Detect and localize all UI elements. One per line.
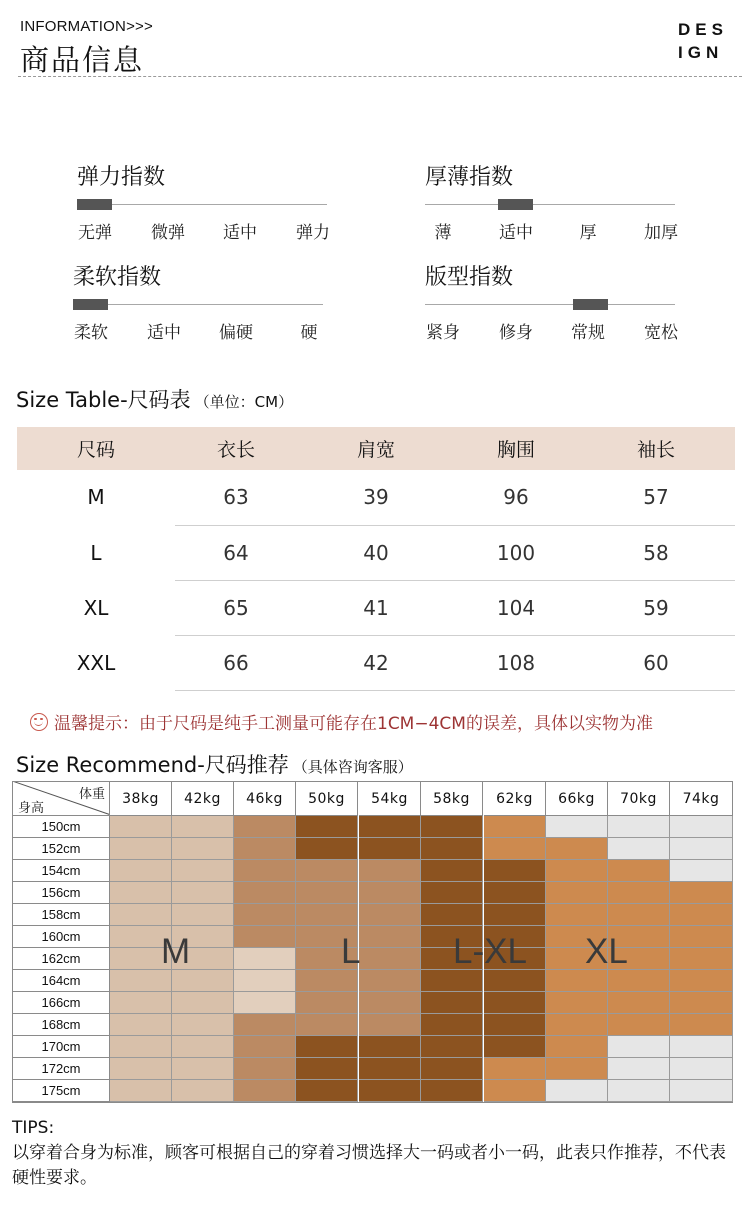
recommend-cell: [296, 1080, 358, 1102]
height-label: 164cm: [13, 970, 110, 992]
size-recommend-grid: [12, 781, 733, 1103]
recommend-cell: [546, 970, 608, 992]
recommend-cell: [234, 1036, 296, 1058]
index-title: 厚薄指数: [425, 165, 514, 190]
index-label: 厚: [579, 223, 597, 243]
recommend-cell: [234, 970, 296, 992]
recommend-cell: [110, 882, 172, 904]
recommend-cell: [359, 904, 421, 926]
index-label: 紧身: [426, 323, 460, 343]
recommend-cell: [670, 816, 733, 838]
recommend-cell: [359, 1058, 421, 1080]
recommend-cell: [296, 816, 358, 838]
size-table-header-cell: 袖长: [577, 427, 735, 470]
weight-header: 46kg: [234, 782, 296, 816]
tips: [12, 1116, 740, 1191]
header-cn-title: 商品信息: [20, 43, 145, 77]
weight-header: 50kg: [296, 782, 358, 816]
recommend-cell: [172, 992, 234, 1014]
recommend-cell: [172, 1080, 234, 1102]
recommend-cell: [234, 904, 296, 926]
size-table-title: [16, 384, 293, 414]
recommend-cell: [484, 1036, 546, 1058]
index-track: [425, 204, 675, 205]
recommend-cell: [296, 860, 358, 882]
recommend-cell: [484, 882, 546, 904]
recommend-cell: [670, 926, 733, 948]
corner-weight-label: 体重: [78, 787, 105, 802]
index-title: 柔软指数: [73, 265, 162, 290]
height-label: 154cm: [13, 860, 110, 882]
index-label: 适中: [223, 223, 257, 243]
weight-header: 74kg: [670, 782, 733, 816]
smiley-icon: [30, 713, 48, 731]
size-table-title-text: Size Table-尺码表: [16, 388, 191, 412]
index-label: 修身: [499, 323, 533, 343]
index-label: 常规: [571, 323, 605, 343]
corner-height-label: 身高: [18, 801, 45, 816]
recommend-cell: [172, 1014, 234, 1036]
size-table-row: [17, 525, 735, 580]
recommend-cell: [670, 992, 733, 1014]
weight-header: 62kg: [484, 782, 546, 816]
index-title: 版型指数: [425, 265, 514, 290]
recommend-cell: [421, 882, 483, 904]
recommend-cell: [670, 838, 733, 860]
recommend-cell: [359, 838, 421, 860]
recommend-cell: [359, 860, 421, 882]
recommend-cell: [608, 992, 670, 1014]
weight-header: 58kg: [421, 782, 483, 816]
recommend-cell: [359, 1080, 421, 1102]
size-table: [17, 427, 735, 691]
size-zone-label: M: [161, 932, 191, 971]
recommend-cell: [296, 1058, 358, 1080]
index-track: [77, 204, 327, 205]
size-table-cell: XL: [83, 595, 109, 620]
design-logo-line2: IGN: [678, 43, 724, 62]
size-recommend-title: [16, 749, 413, 779]
size-table-cell: 60: [577, 635, 735, 690]
recommend-cell: [608, 1014, 670, 1036]
recommend-cell: [110, 838, 172, 860]
recommend-cell: [234, 860, 296, 882]
weight-header: 54kg: [359, 782, 421, 816]
thickness-index: [425, 160, 685, 243]
weight-header: 38kg: [110, 782, 172, 816]
index-label: 柔软: [74, 323, 108, 343]
tips-title: TIPS:: [12, 1118, 55, 1138]
recommend-cell: [484, 860, 546, 882]
index-marker: [573, 299, 608, 310]
recommend-cell: [546, 904, 608, 926]
size-table-header-cell: 衣长: [175, 427, 297, 470]
size-recommend-sub: （具体咨询客服）: [292, 758, 413, 776]
notice-text: 温馨提示：由于尺码是纯手工测量可能存在1CM−4CM的误差，具体以实物为准: [54, 714, 653, 734]
recommend-cell: [172, 1036, 234, 1058]
recommend-cell: [670, 904, 733, 926]
recommend-cell: [296, 904, 358, 926]
size-zone-label: XL: [585, 932, 628, 971]
size-table-cell: 41: [297, 580, 455, 635]
index-label: 薄: [434, 223, 452, 243]
index-title: 弹力指数: [77, 165, 166, 190]
recommend-cell: [546, 838, 608, 860]
recommend-cell: [608, 1080, 670, 1102]
recommend-cell: [421, 1014, 483, 1036]
recommend-cell: [110, 1058, 172, 1080]
recommend-cell: [234, 816, 296, 838]
recommend-cell: [670, 882, 733, 904]
recommend-cell: [234, 1014, 296, 1036]
size-table-header-cell: 尺码: [17, 427, 175, 470]
design-logo-line1: DES: [678, 20, 728, 39]
size-table-cell: 57: [577, 470, 735, 525]
grid-corner: [13, 782, 110, 816]
index-label: 偏硬: [219, 323, 253, 343]
index-labels: [425, 218, 685, 242]
height-label: 150cm: [13, 816, 110, 838]
size-table-cell: L: [90, 540, 102, 565]
recommend-cell: [670, 860, 733, 882]
tips-body: 以穿着合身为标准，顾客可根据自己的穿着习惯选择大一码或者小一码，此表只作推荐，不代表硬性要求。: [12, 1143, 726, 1188]
recommend-cell: [234, 1080, 296, 1102]
index-labels: [425, 318, 685, 342]
softness-index: [73, 260, 333, 343]
recommend-cell: [359, 970, 421, 992]
recommend-cell: [421, 1080, 483, 1102]
index-label: 弹力: [296, 223, 330, 243]
recommend-cell: [421, 992, 483, 1014]
recommend-cell: [359, 926, 421, 948]
size-table-header-row: [17, 427, 735, 470]
size-table-header-cell: 胸围: [455, 427, 577, 470]
size-table-cell: 39: [297, 470, 455, 525]
size-table-cell: 66: [175, 635, 297, 690]
size-table-cell: XXL: [76, 650, 116, 675]
recommend-cell: [172, 1058, 234, 1080]
recommend-cell: [110, 992, 172, 1014]
recommend-cell: [608, 882, 670, 904]
size-table-cell: 96: [455, 470, 577, 525]
recommend-cell: [234, 948, 296, 970]
size-table-cell: 40: [297, 525, 455, 580]
size-zone-label: L-XL: [453, 932, 527, 971]
height-label: 158cm: [13, 904, 110, 926]
weight-header: 70kg: [608, 782, 670, 816]
recommend-cell: [296, 1036, 358, 1058]
elasticity-index: [77, 160, 337, 243]
recommend-cell: [670, 948, 733, 970]
size-table-cell: 64: [175, 525, 297, 580]
recommend-cell: [110, 970, 172, 992]
recommend-cell: [484, 1014, 546, 1036]
size-table-cell: 104: [455, 580, 577, 635]
size-table-cell: 63: [175, 470, 297, 525]
index-marker: [73, 299, 108, 310]
recommend-cell: [608, 1036, 670, 1058]
index-labels: [77, 218, 337, 242]
recommend-cell: [172, 970, 234, 992]
recommend-cell: [110, 860, 172, 882]
recommend-cell: [296, 1014, 358, 1036]
recommend-cell: [172, 904, 234, 926]
index-label: 无弹: [78, 223, 112, 243]
weight-header: 42kg: [172, 782, 234, 816]
recommend-cell: [608, 970, 670, 992]
height-label: 166cm: [13, 992, 110, 1014]
recommend-cell: [670, 1080, 733, 1102]
index-label: 加厚: [644, 223, 678, 243]
size-recommend-title-text: Size Recommend-尺码推荐: [16, 753, 289, 777]
recommend-cell: [608, 904, 670, 926]
recommend-cell: [359, 992, 421, 1014]
recommend-cell: [296, 970, 358, 992]
size-table-row: [17, 580, 735, 635]
size-zone-label: L: [341, 932, 361, 971]
height-label: 160cm: [13, 926, 110, 948]
measurement-notice: [30, 709, 653, 734]
size-table-cell: M: [87, 485, 105, 510]
index-marker: [77, 199, 112, 210]
recommend-cell: [234, 1058, 296, 1080]
recommend-cell: [421, 860, 483, 882]
index-label: 适中: [147, 323, 181, 343]
height-label: 175cm: [13, 1080, 110, 1102]
size-table-header-cell: 肩宽: [297, 427, 455, 470]
recommend-cell: [110, 1014, 172, 1036]
height-label: 168cm: [13, 1014, 110, 1036]
recommend-cell: [546, 816, 608, 838]
recommend-cell: [546, 860, 608, 882]
design-logo: [678, 18, 738, 64]
header-en-title: INFORMATION>>>: [20, 18, 153, 35]
recommend-cell: [172, 816, 234, 838]
recommend-cell: [172, 860, 234, 882]
size-table-cell: 42: [297, 635, 455, 690]
recommend-cell: [608, 838, 670, 860]
index-label: 适中: [499, 223, 533, 243]
height-label: 162cm: [13, 948, 110, 970]
recommend-cell: [421, 904, 483, 926]
index-label: 宽松: [644, 323, 678, 343]
recommend-cell: [670, 1036, 733, 1058]
index-label: 硬: [300, 323, 318, 343]
index-label: 微弹: [151, 223, 185, 243]
recommend-cell: [110, 904, 172, 926]
recommend-cell: [296, 882, 358, 904]
recommend-cell: [172, 882, 234, 904]
recommend-cell: [421, 1058, 483, 1080]
index-labels: [73, 318, 333, 342]
recommend-cell: [359, 1014, 421, 1036]
recommend-cell: [110, 816, 172, 838]
size-table-unit: （单位：CM）: [194, 393, 294, 411]
recommend-cell: [234, 838, 296, 860]
index-track: [425, 304, 675, 305]
recommend-cell: [546, 1058, 608, 1080]
size-table-row: [17, 470, 735, 525]
recommend-cell: [296, 838, 358, 860]
recommend-cell: [421, 816, 483, 838]
index-track: [73, 304, 323, 305]
index-marker: [498, 199, 533, 210]
recommend-cell: [421, 1036, 483, 1058]
recommend-cell: [359, 882, 421, 904]
recommend-cell: [546, 882, 608, 904]
header-divider: [18, 76, 742, 77]
recommend-cell: [234, 926, 296, 948]
recommend-cell: [359, 816, 421, 838]
recommend-cell: [546, 1036, 608, 1058]
recommend-cell: [234, 992, 296, 1014]
recommend-cell: [234, 882, 296, 904]
recommend-cell: [421, 970, 483, 992]
recommend-cell: [546, 1080, 608, 1102]
weight-header: 66kg: [546, 782, 608, 816]
recommend-cell: [670, 970, 733, 992]
recommend-cell: [546, 1014, 608, 1036]
height-label: 156cm: [13, 882, 110, 904]
size-table-cell: 108: [455, 635, 577, 690]
recommend-cell: [670, 1014, 733, 1036]
recommend-cell: [670, 1058, 733, 1080]
recommend-cell: [484, 1080, 546, 1102]
size-table-row: [17, 635, 735, 690]
height-label: 172cm: [13, 1058, 110, 1080]
recommend-cell: [110, 1080, 172, 1102]
fit-index: [425, 260, 685, 343]
recommend-cell: [484, 816, 546, 838]
recommend-cell: [484, 904, 546, 926]
recommend-cell: [421, 838, 483, 860]
recommend-cell: [608, 860, 670, 882]
recommend-cell: [110, 1036, 172, 1058]
recommend-cell: [608, 816, 670, 838]
size-table-cell: 65: [175, 580, 297, 635]
size-table-cell: 100: [455, 525, 577, 580]
recommend-cell: [296, 992, 358, 1014]
recommend-cell: [546, 992, 608, 1014]
recommend-cell: [172, 838, 234, 860]
height-label: 152cm: [13, 838, 110, 860]
size-table-cell: 59: [577, 580, 735, 635]
recommend-cell: [608, 1058, 670, 1080]
size-table-cell: 58: [577, 525, 735, 580]
recommend-cell: [484, 992, 546, 1014]
recommend-cell: [359, 1036, 421, 1058]
recommend-cell: [359, 948, 421, 970]
height-label: 170cm: [13, 1036, 110, 1058]
recommend-cell: [484, 1058, 546, 1080]
recommend-cell: [484, 970, 546, 992]
recommend-cell: [484, 838, 546, 860]
